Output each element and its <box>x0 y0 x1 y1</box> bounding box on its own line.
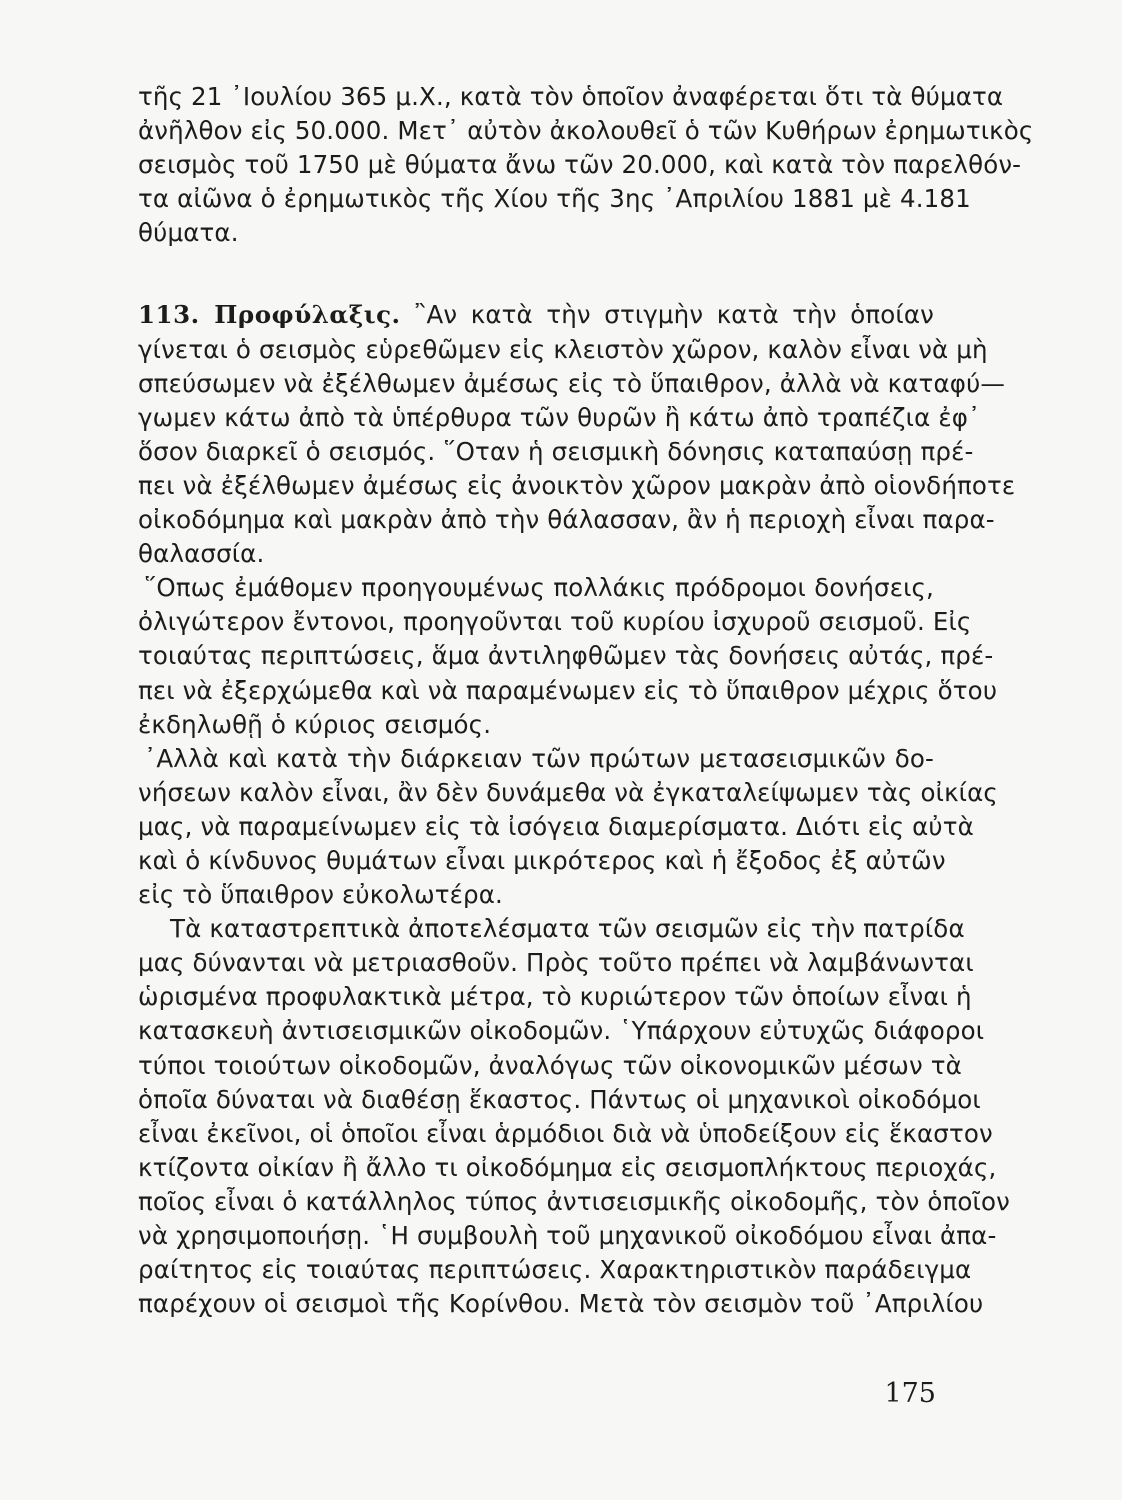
text-line: καὶ ὁ κίνδυνος θυμάτων εἶναι μικρότερος καὶ ἡ ἔξοδος ἐξ αὐτῶν <box>138 845 946 875</box>
page-body-text <box>138 80 1034 1321</box>
text-line: πει νὰ ἐξέλθωμεν ἀμέσως εἰς ἀνοικτὸν χῶρον μακρὰν ἀπὸ οἱονδήποτε <box>138 470 1016 500</box>
section-heading: 113. Προφύλαξις. <box>138 300 401 330</box>
text-line: τοιαύτας περιπτώσεις, ἅμα ἀντιληφθῶμεν τὰς δονήσεις αὐτάς, πρέ- <box>138 641 994 671</box>
text-line: γίνεται ὁ σεισμὸς εὑρεθῶμεν εἰς κλειστὸν χῶρον, καλὸν εἶναι νὰ μὴ <box>138 334 988 364</box>
text-line: παρέχουν οἱ σεισμοὶ τῆς Κορίνθου. Μετὰ τὸν σεισμὸν τοῦ ᾿Απριλίου <box>138 1289 984 1319</box>
section-gap <box>138 250 934 298</box>
text-line: ἐκδηλωθῇ ὁ κύριος σεισμός. <box>138 709 492 739</box>
text-line: κατασκευὴ ἀντισεισμικῶν οἰκοδομῶν. ῾Υπάρχουν εὐτυχῶς διάφοροι <box>138 1016 985 1046</box>
text-line: μας, νὰ παραμείνωμεν εἰς τὰ ἰσόγεια διαμερίσματα. Διότι εἰς αὐτὰ <box>138 811 974 841</box>
text-line: κτίζοντα οἰκίαν ἢ ἄλλο τι οἰκοδόμημα εἰς σεισμοπλήκτους περιοχάς, <box>138 1152 997 1182</box>
text-line: σεισμὸς τοῦ 1750 μὲ θύματα ἄνω τῶν 20.000, καὶ κατὰ τὸν παρελθόν- <box>138 150 1022 180</box>
text-line: ραίτητος εἰς τοιαύτας περιπτώσεις. Χαρακτηριστικὸν παράδειγμα <box>138 1255 972 1285</box>
text-line: ποῖος εἶναι ὁ κατάλληλος τύπος ἀντισεισμικῆς οἰκοδομῆς, τὸν ὁποῖον <box>138 1186 1010 1216</box>
text-line: τύποι τοιούτων οἰκοδομῶν, ἀναλόγως τῶν οἰκονομικῶν μέσων τὰ <box>138 1050 962 1080</box>
text-line: σπεύσωμεν νὰ ἐξέλθωμεν ἀμέσως εἰς τὸ ὕπαιθρον, ἀλλὰ νὰ καταφύ— <box>138 368 1006 398</box>
text-line: εἶναι ἐκεῖνοι, οἱ ὁποῖοι εἶναι ἁρμόδιοι διὰ νὰ ὑποδείξουν εἰς ἕκαστον <box>138 1118 993 1148</box>
text-line: ἀνῆλθον εἰς 50.000. Μετ᾿ αὐτὸν ἀκολουθεῖ ὁ τῶν Κυθήρων ἐρημωτικὸς <box>138 116 1034 146</box>
section-heading-line <box>138 298 934 332</box>
text-line: πει νὰ ἐξερχώμεθα καὶ νὰ παραμένωμεν εἰς τὸ ὕπαιθρον μέχρις ὅτου <box>138 675 998 705</box>
text-line: τα αἰῶνα ὁ ἐρημωτικὸς τῆς Χίου τῆς 3ης ᾿Απριλίου 1881 μὲ 4.181 <box>138 184 971 214</box>
text-line: ὀλιγώτερον ἔντονοι, προηγοῦνται τοῦ κυρίου ἰσχυροῦ σεισμοῦ. Εἰς <box>138 607 972 637</box>
text-line: μας δύνανται νὰ μετριασθοῦν. Πρὸς τοῦτο πρέπει νὰ λαμβάνωνται <box>138 948 974 978</box>
text-line: ὡρισμένα προφυλακτικὰ μέτρα, τὸ κυριώτερον τῶν ὁποίων εἶναι ἡ <box>138 982 972 1012</box>
text-line: ὁποῖα δύναται νὰ διαθέσῃ ἕκαστος. Πάντως οἱ μηχανικοὶ οἰκοδόμοι <box>138 1084 981 1114</box>
text-line: θύματα. <box>138 218 239 248</box>
text-line: τῆς 21 ᾿Ιουλίου 365 μ.Χ., κατὰ τὸν ὁποῖον ἀναφέρεται ὅτι τὰ θύματα <box>138 82 1004 111</box>
text-line: ῞Οπως ἐμάθομεν προηγουμένως πολλάκις πρόδρομοι δονήσεις, <box>144 573 934 603</box>
text-line: νήσεων καλὸν εἶναι, ἂν δὲν δυνάμεθα νὰ ἐγκαταλείψωμεν τὰς οἰκίας <box>138 777 998 807</box>
page-number: 175 <box>884 1378 936 1409</box>
text-line: ὅσον διαρκεῖ ὁ σεισμός. ῞Οταν ἡ σεισμικὴ δόνησις καταπαύσῃ πρέ- <box>138 436 974 466</box>
text-line: θαλασσία. <box>138 539 265 569</box>
text-line: νὰ χρησιμοποιήσῃ. ῾Η συμβουλὴ τοῦ μηχανικοῦ οἰκοδόμου εἶναι ἀπα- <box>138 1221 997 1250</box>
text-line: ᾿Αλλὰ καὶ κατὰ τὴν διάρκειαν τῶν πρώτων μετασεισμικῶν δο- <box>144 743 934 773</box>
text-line: εἰς τὸ ὕπαιθρον εὐκολωτέρα. <box>138 880 503 910</box>
text-line: γωμεν κάτω ἀπὸ τὰ ὑπέρθυρα τῶν θυρῶν ἢ κάτω ἀπὸ τραπέζια ἐφ᾿ <box>138 402 981 432</box>
text-line: οἰκοδόμημα καὶ μακρὰν ἀπὸ τὴν θάλασσαν, ἂν ἡ περιοχὴ εἶναι παρα- <box>138 505 995 535</box>
text-line-segment: ῍Αν κατὰ τὴν στιγμὴν κατὰ τὴν ὁποίαν <box>414 300 934 330</box>
text-line: Τὰ καταστρεπτικὰ ἀποτελέσματα τῶν σεισμῶν εἰς τὴν πατρίδα <box>170 914 965 944</box>
